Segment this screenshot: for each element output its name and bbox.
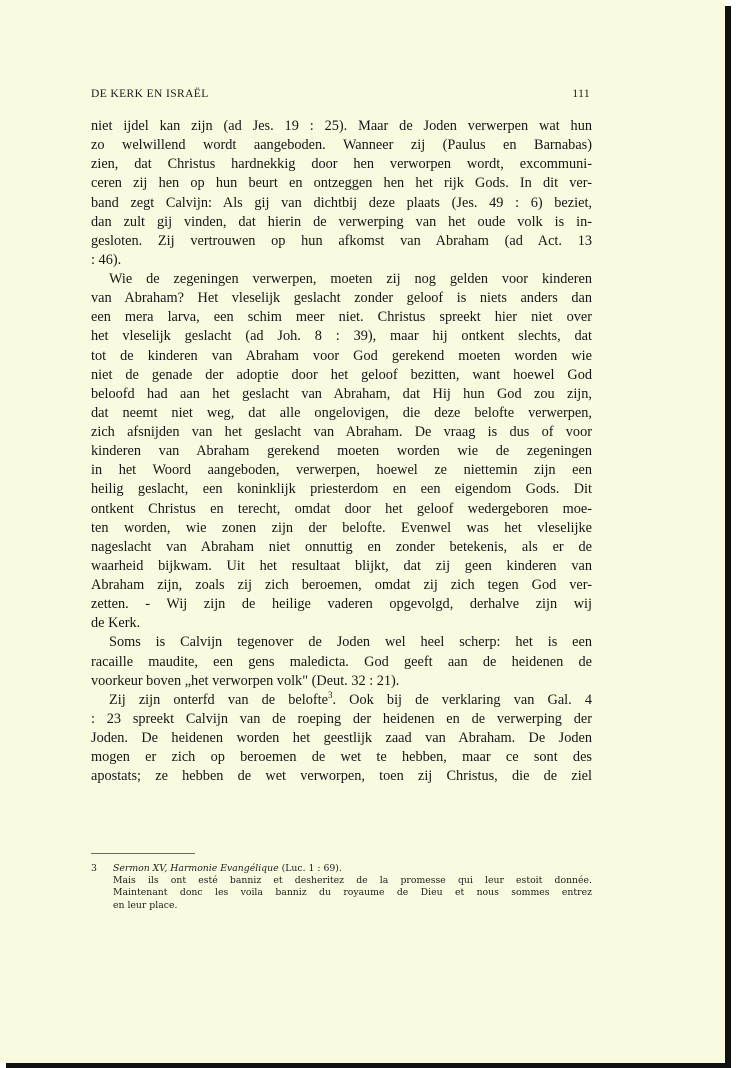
page-number: 111 [572,88,590,100]
page-edge-shadow [6,1063,731,1068]
text-line: apostats; ze hebben de wet verworpen, toen zij Christus, die de ziel [91,768,592,785]
text-line: heilig geslacht, een koninklijk priesterdom en een eigendom Gods. Dit [91,481,592,498]
text-line: de Kerk. [91,615,141,632]
text-line: niet ijdel kan zijn (ad Jes. 19 : 25). Maar de Joden verwerpen wat hun [91,118,592,134]
text-line: zich afsnijden van het geslacht van Abraham. De vraag is dus of voor [91,424,592,440]
footnote-source-line [91,863,592,875]
text-line: : 23 spreekt Calvijn van de roeping der heidenen en de verwerping der [91,710,592,727]
text-line: niet de genade der adoptie door het geloof bezitten, want hoewel God [91,366,592,383]
footnote [91,863,592,912]
footnote-source-ref: (Luc. 1 : 69). [278,863,342,874]
text-segment: . Ook bij de verklaring van Gal. 4 [332,691,592,708]
text-line: zien, dat Christus hardnekkig door hen verworpen wordt, excommuni- [91,156,592,173]
text-line: racaille maudite, een gens maledicta. God geeft aan de heidenen de [91,653,592,670]
text-line: voorkeur boven „het verworpen volk" (Deut. 32 : 21). [91,672,400,689]
text-line: Joden. De heidenen worden het geestlijk zaad van Abraham. De Joden [91,730,592,746]
running-header [91,88,590,100]
text-line: nageslacht van Abraham niet onnuttig en zonder betekenis, als er de [91,538,592,555]
page-edge-shadow [725,6,731,1068]
text-line-with-footnote [91,691,592,710]
footnote-divider [91,853,195,854]
text-line: zo welwillend wordt aangeboden. Wanneer zij (Paulus en Barnabas) [91,137,592,154]
text-segment: Zij zijn onterfd van de belofte [109,691,328,708]
text-line: band zegt Calvijn: Als gij van dichtbij deze plaats (Jes. 49 : 6) beziet, [91,194,592,211]
running-title: DE KERK EN ISRAËL [91,88,209,100]
text-line: ontkent Christus en terecht, omdat door het geloof wedergeboren moe- [91,500,592,517]
text-line: kinderen van Abraham gerekend moeten worden wie de zegeningen [91,443,592,460]
text-line: tot de kinderen van Abraham voor God gerekend moeten worden wie [91,347,592,364]
text-line: beloofd had aan het geslacht van Abraham, dat Hij hun God zou zijn, [91,385,592,402]
text-line: Wie de zegeningen verwerpen, moeten zij nog gelden voor kinderen [109,271,592,287]
text-line: mogen er zich op beroemen de wet te hebben, maar ce sont des [91,749,592,766]
text-line: ten worden, wie zonen zijn der belofte. Evenwel was het vleselijke [91,519,592,536]
text-line: Soms is Calvijn tegenover de Joden wel heel scherp: het is een [109,634,592,651]
text-line: : 46). [91,251,122,268]
footnote-reference[interactable]: 3 [327,689,333,700]
footnote-source-title: Sermon XV, Harmonie Evangélique [113,863,279,874]
footnote-line: Mais ils ont esté banniz et desheritez de la promesse qui leur estoit donnée. [113,875,592,887]
text-line: dan zult gij vinden, dat hierin de verwerping van het oude volk is in- [91,213,592,230]
text-line: van Abraham? Het vleselijk geslacht zonder geloof is niets anders dan [91,290,592,307]
text-line: zetten. - Wij zijn de heilige vaderen opgevolgd, derhalve zijn wij [91,596,592,613]
text-line: in het Woord aangeboden, verwerpen, hoewel ze niettemin zijn een [91,462,592,479]
text-line: Abraham zijn, zoals zij zich beroemen, omdat zij zich tegen God ver- [91,577,592,593]
text-line: gesloten. Zij vertrouwen op hun afkomst van Abraham (ad Act. 13 [91,232,592,249]
text-line: het vleselijk geslacht (ad Joh. 8 : 39), maar hij ontkent slechts, dat [91,328,592,345]
text-line: een mera larva, een schim meer niet. Christus spreekt hier niet over [91,309,592,326]
footnote-number: 3 [91,863,97,874]
footnote-line: en leur place. [113,899,178,911]
footnote-line: Maintenant donc les voila banniz du royaume de Dieu et nous sommes entrez [113,887,592,899]
body-text [91,117,592,786]
text-line: dat neemt niet weg, dat alle ongelovigen, die deze belofte verwerpen, [91,404,592,421]
text-line: waarheid bijkwam. Uit het resultaat blijkt, dat zij geen kinderen van [91,557,592,574]
text-line: ceren zij hen op hun beurt en ontzeggen hen het rijk Gods. In dit ver- [91,175,592,192]
